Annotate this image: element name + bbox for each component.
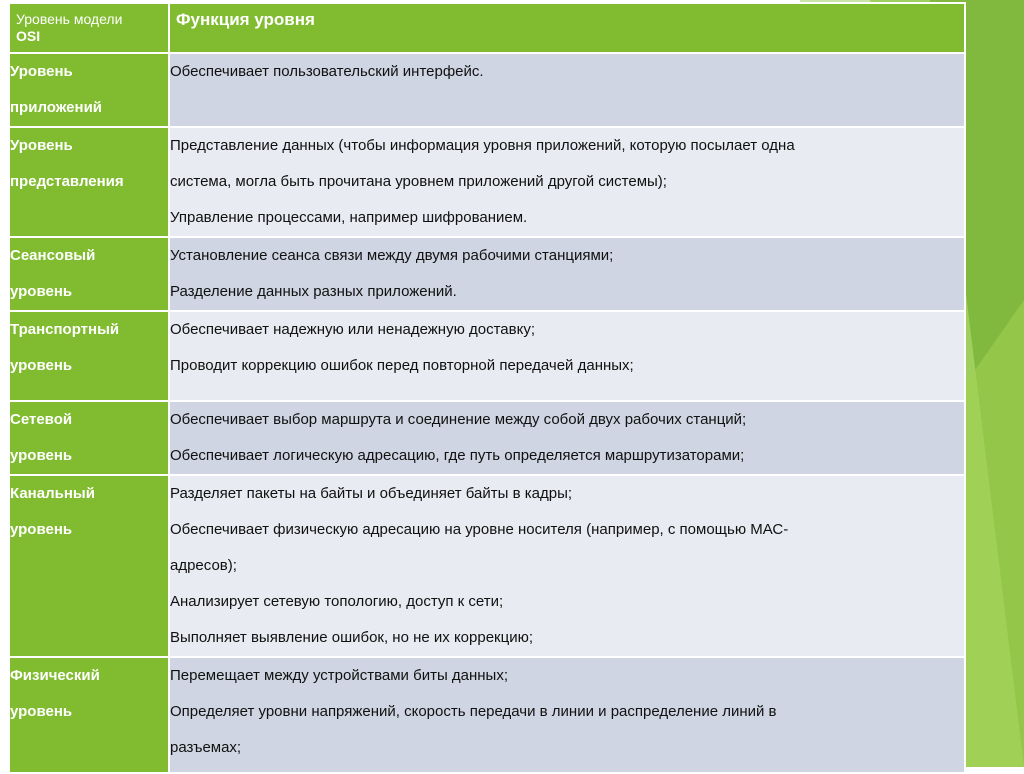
function-line: Обеспечивает логическую адресацию, где путь определяется маршрутизаторами; (170, 447, 745, 464)
level-name-line: уровень (10, 447, 73, 464)
function-line: Обеспечивает надежную или ненадежную доставку; (170, 321, 536, 338)
function-cell (169, 237, 965, 311)
function-line: адресов); (170, 557, 237, 574)
level-name-line: Сеансовый (10, 247, 96, 264)
header-level-label-line2: OSI (16, 28, 41, 44)
function-cell (169, 657, 965, 773)
function-line: Управление процессами, например шифрованием. (170, 209, 528, 226)
function-line: система, могла быть прочитана уровнем приложений другой системы); (170, 173, 667, 190)
table-row-physical (9, 657, 965, 773)
header-level-cell (9, 3, 169, 53)
table-header-row (9, 3, 965, 53)
table-row-data-link (9, 475, 965, 657)
function-cell (169, 475, 965, 657)
function-line: Обеспечивает пользовательский интерфейс. (170, 63, 484, 80)
level-name-line: уровень (10, 357, 73, 374)
function-cell (169, 401, 965, 475)
function-line: Выполняет выявление ошибок, но не их коррекцию; (170, 629, 533, 646)
osi-layers-table (8, 2, 966, 774)
level-name-line: Физический (10, 667, 100, 684)
level-name-line: Транспортный (10, 321, 120, 338)
function-line: Разделяет пакеты на байты и объединяет байты в кадры; (170, 485, 573, 502)
level-name-cell (9, 237, 169, 311)
function-line: Перемещает между устройствами биты данных; (170, 667, 509, 684)
level-name-line: уровень (10, 283, 73, 300)
function-line: Разделение данных разных приложений. (170, 283, 457, 300)
function-cell (169, 311, 965, 401)
function-line: Обеспечивает физическую адресацию на уровне носителя (например, с помощью МАС- (170, 521, 789, 538)
level-name-cell (9, 127, 169, 237)
function-cell (169, 127, 965, 237)
function-line: Установление сеанса связи между двумя рабочими станциями; (170, 247, 614, 264)
level-name-line: уровень (10, 703, 73, 720)
level-name-cell (9, 401, 169, 475)
table-row-session (9, 237, 965, 311)
header-level-label-line1: Уровень модели (16, 11, 123, 27)
level-name-cell (9, 657, 169, 773)
function-line: Анализирует сетевую топологию, доступ к сети; (170, 593, 504, 610)
table-row-application (9, 53, 965, 127)
level-name-line: уровень (10, 521, 73, 538)
function-line: Обеспечивает выбор маршрута и соединение между собой двух рабочих станций; (170, 411, 747, 428)
level-name-cell (9, 311, 169, 401)
table-row-network (9, 401, 965, 475)
level-name-line: Канальный (10, 485, 95, 502)
level-name-line: Уровень (10, 137, 73, 154)
level-name-line: Сетевой (10, 411, 73, 428)
level-name-line: представления (10, 173, 124, 190)
level-name-line: Уровень (10, 63, 73, 80)
function-line: разъемах; (170, 739, 242, 756)
header-function-label: Функция уровня (176, 10, 315, 29)
level-name-line: приложений (10, 99, 103, 116)
function-cell (169, 53, 965, 127)
header-function-cell (169, 3, 965, 53)
function-line: Проводит коррекцию ошибок перед повторной передачей данных; (170, 357, 634, 374)
table-row-transport (9, 311, 965, 401)
function-line: Представление данных (чтобы информация уровня приложений, которую посылает одна (170, 137, 795, 154)
function-line: Определяет уровни напряжений, скорость передачи в линии и распределение линий в (170, 703, 777, 720)
table-row-presentation (9, 127, 965, 237)
level-name-cell (9, 53, 169, 127)
level-name-cell (9, 475, 169, 657)
